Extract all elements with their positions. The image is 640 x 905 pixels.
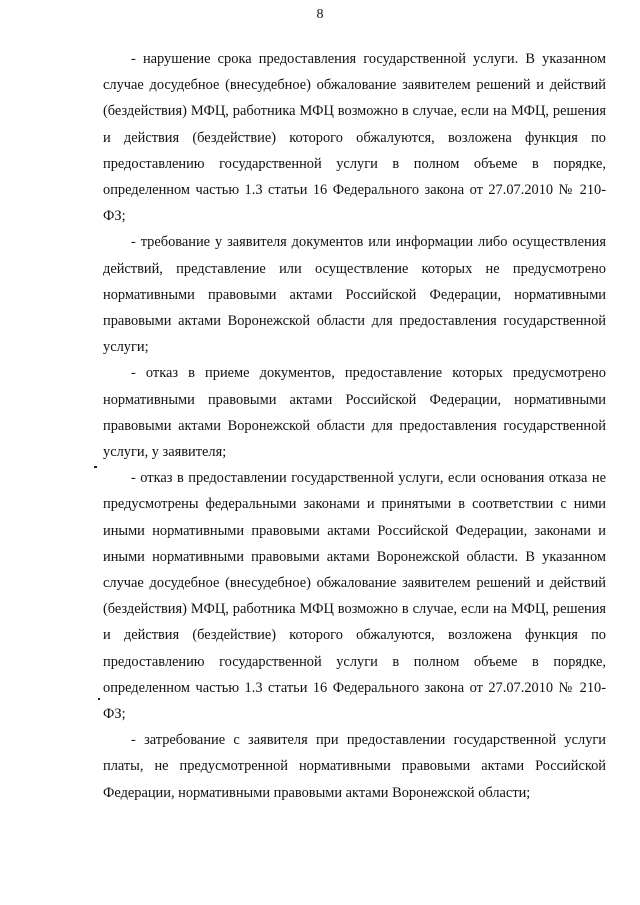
paragraph-refusal-to-accept: - отказ в приеме документов, предоставление которых предусмотрено нормативными правовыми актами Российской Федерации, нормативными правовыми актами Воронежской области для предоставления государственной услуги, у заявителя; (103, 365, 606, 461)
paragraph-fee-demand: - затребование с заявителя при предоставлении государственной услуги платы, не предусмотренной нормативными правовыми актами Российской Федерации, нормативными правовыми актами Воронежской области; (103, 732, 606, 801)
paragraph-document-requirement: - требование у заявителя документов или информации либо осуществления действий, представление или осуществление которых не предусмотрено нормативными правовыми актами Российской Федерации, нормативными правовыми актами Воронежской области для предоставления государственной услуги; (103, 234, 606, 356)
document-body (103, 46, 606, 806)
scan-speck (98, 698, 100, 700)
page-number: 8 (316, 7, 324, 22)
paragraph-refusal-of-service: - отказ в предоставлении государственной услуги, если основания отказа не предусмотрены федеральными законами и принятыми в соответствии с ними иными нормативными правовыми актами Российской Федерации, законами и иными нормативными правовыми актами Воронежской области. В указанном случае досудебное (внесудебное) обжалование заявителем решений и действий (бездействия) МФЦ, работника МФЦ возможно в случае, если на МФЦ, решения и действия (бездействие) которого обжалуются, возложена функция по предоставлению государственной услуги в полном объеме в порядке, определенном частью 1.3 статьи 16 Федерального закона от 27.07.2010 № 210-ФЗ; (103, 470, 606, 723)
scan-speck (94, 466, 97, 468)
paragraph-deadline-violation: - нарушение срока предоставления государственной услуги. В указанном случае досудебное (внесудебное) обжалование заявителем решений и действий (бездействия) МФЦ, работника МФЦ возможно в случае, если на МФЦ, решения и действия (бездействие) которого обжалуются, возложена функция по предоставлению государственной услуги в полном объеме в порядке, определенном частью 1.3 статьи 16 Федерального закона от 27.07.2010 № 210-ФЗ; (103, 51, 606, 225)
